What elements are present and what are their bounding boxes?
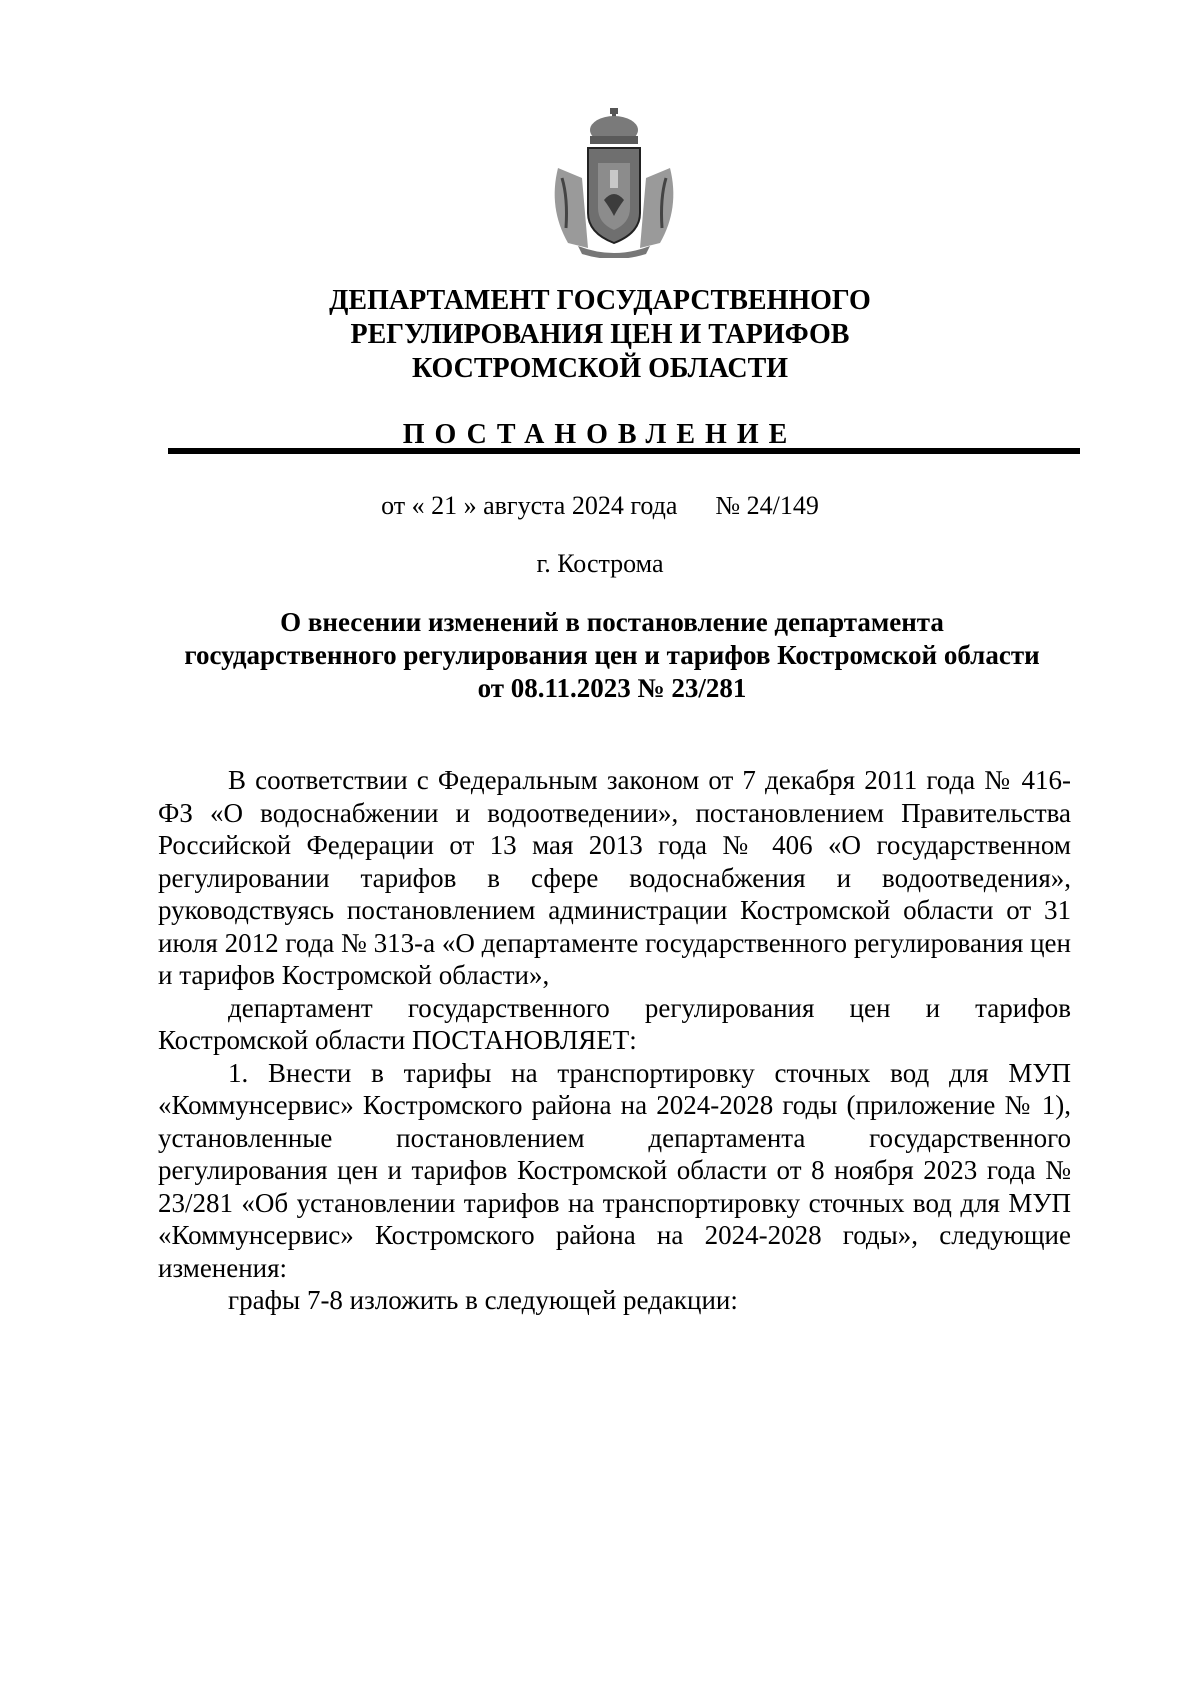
body-paragraph-resolves: департамент государственного регулирования цен и тарифов Костромской области ПОСТАНОВЛЯЕТ: <box>158 992 1071 1055</box>
department-name-line-1: ДЕПАРТАМЕНТ ГОСУДАРСТВЕННОГО <box>329 285 871 316</box>
decree-number: № 24/149 <box>715 491 819 520</box>
header-divider <box>168 448 1080 454</box>
department-name-line-2: РЕГУЛИРОВАНИЯ ЦЕН И ТАРИФОВ <box>350 319 850 350</box>
body-paragraph-legal-basis: В соответствии с Федеральным законом от 7 декабря 2011 года № 416-ФЗ «О водоснабжении и водоотведении», постановлением Правительства Российской Федерации от 13 мая 2013 года № 406 «О государственном регулировании тарифов в сфере водоснабжения и водоотведения», руководствуясь постановлением администрации Костромской области от 31 июля 2012 года № 313-а «О департаменте государственного регулирования цен и тарифов Костромской области», <box>158 765 1071 990</box>
body-paragraph-columns: графы 7-8 изложить в следующей редакции: <box>228 1285 738 1315</box>
body-paragraph-item-1: 1. Внести в тарифы на транспортировку сточных вод для МУП «Коммунсервис» Костромского района на 2024-2028 годы (приложение № 1), установленные постановлением департамента государственного регулирования цен и тарифов Костромской области от 8 ноября 2023 года № 23/281 «Об установлении тарифов на транспортировку сточных вод для МУП «Коммунсервис» Костромского района на 2024-2028 годы», следующие изменения: <box>158 1057 1071 1283</box>
decree-date: от « 21 » августа 2024 года <box>381 491 678 520</box>
decree-body <box>158 764 1071 1317</box>
decree-subject <box>150 606 1074 705</box>
city-name: г. Кострома <box>536 549 664 578</box>
kostroma-coat-of-arms-icon <box>548 108 680 258</box>
department-name-line-3: КОСТРОМСКОЙ ОБЛАСТИ <box>411 353 789 384</box>
document-type-heading: ПОСТАНОВЛЕНИЕ <box>402 419 798 450</box>
decree-subject-line-3: от 08.11.2023 № 23/281 <box>477 673 747 703</box>
decree-subject-line-1: О внесении изменений в постановление департамента <box>280 607 944 637</box>
department-name <box>200 284 1000 386</box>
decree-date-number <box>200 490 1000 522</box>
decree-subject-line-2: государственного регулирования цен и тарифов Костромской области <box>184 640 1040 670</box>
